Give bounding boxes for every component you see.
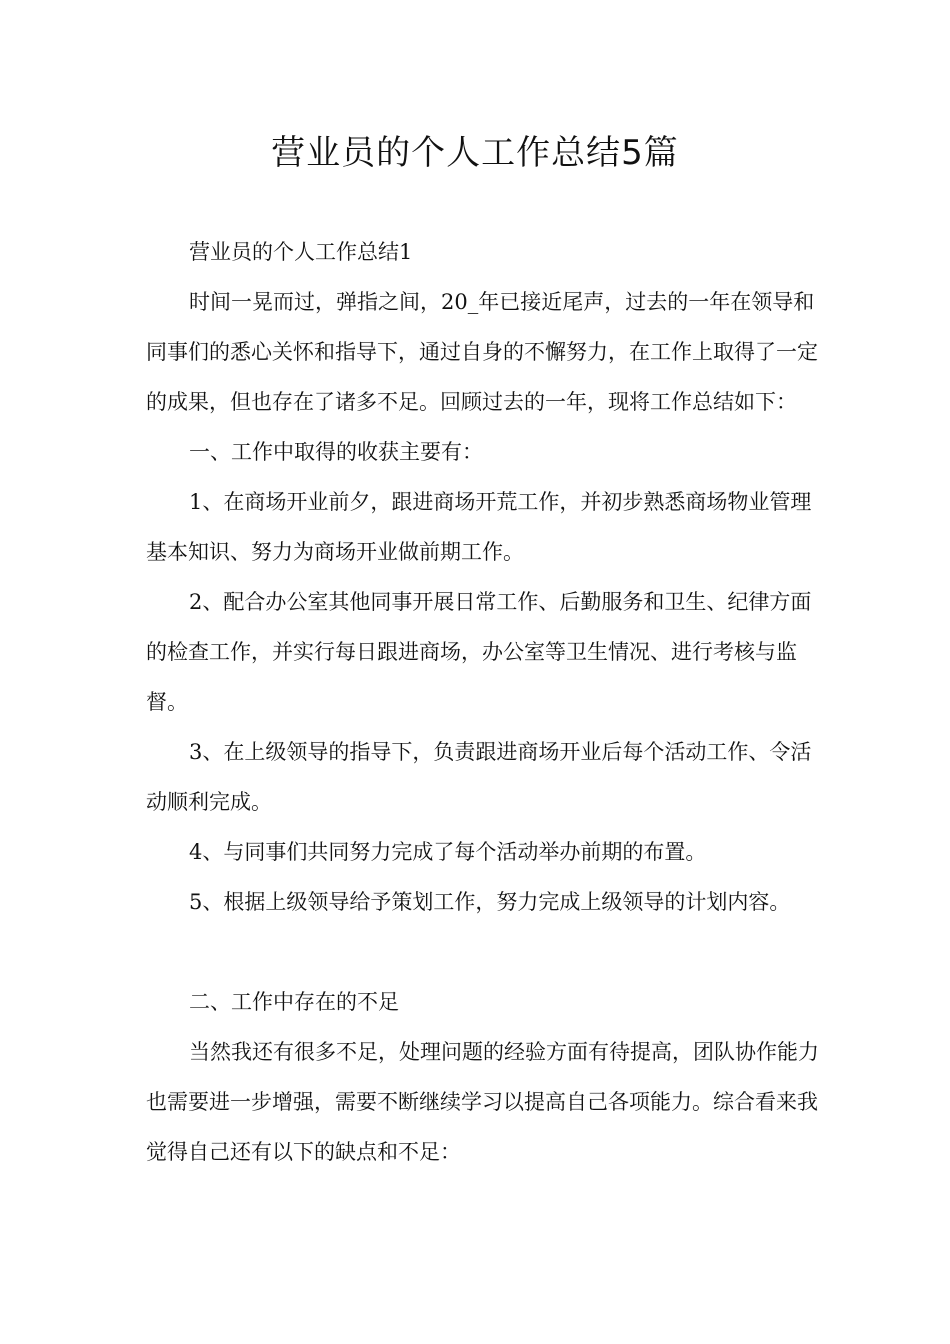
document-body: [146, 227, 826, 1177]
document-title: 营业员的个人工作总结5篇: [271, 133, 679, 173]
list-item-2: 2、配合办公室其他同事开展日常工作、后勤服务和卫生、纪律方面的检查工作，并实行每日跟进商场，办公室等卫生情况、进行考核与监督。: [146, 590, 812, 714]
section-heading-summary-1: 营业员的个人工作总结1: [189, 240, 413, 264]
list-item-5: 5、根据上级领导给予策划工作，努力完成上级领导的计划内容。: [189, 890, 791, 914]
section-heading-shortcomings: 二、工作中存在的不足: [189, 990, 399, 1014]
list-item-3: 3、在上级领导的指导下，负责跟进商场开业后每个活动工作、令活动顺利完成。: [146, 740, 812, 814]
intro-paragraph: 时间一晃而过，弹指之间，20_年已接近尾声，过去的一年在领导和同事们的悉心关怀和指导下，通过自身的不懈努力，在工作上取得了一定的成果，但也存在了诸多不足。回顾过去的一年，现将工作总结如下：: [146, 290, 818, 414]
section-heading-achievements: 一、工作中取得的收获主要有：: [189, 440, 483, 464]
shortcomings-paragraph: 当然我还有很多不足，处理问题的经验方面有待提高，团队协作能力也需要进一步增强，需要不断继续学习以提高自己各项能力。综合看来我觉得自己还有以下的缺点和不足：: [146, 1040, 819, 1164]
list-item-1: 1、在商场开业前夕，跟进商场开荒工作，并初步熟悉商场物业管理基本知识、努力为商场开业做前期工作。: [146, 490, 812, 564]
list-item-4: 4、与同事们共同努力完成了每个活动举办前期的布置。: [189, 840, 707, 864]
